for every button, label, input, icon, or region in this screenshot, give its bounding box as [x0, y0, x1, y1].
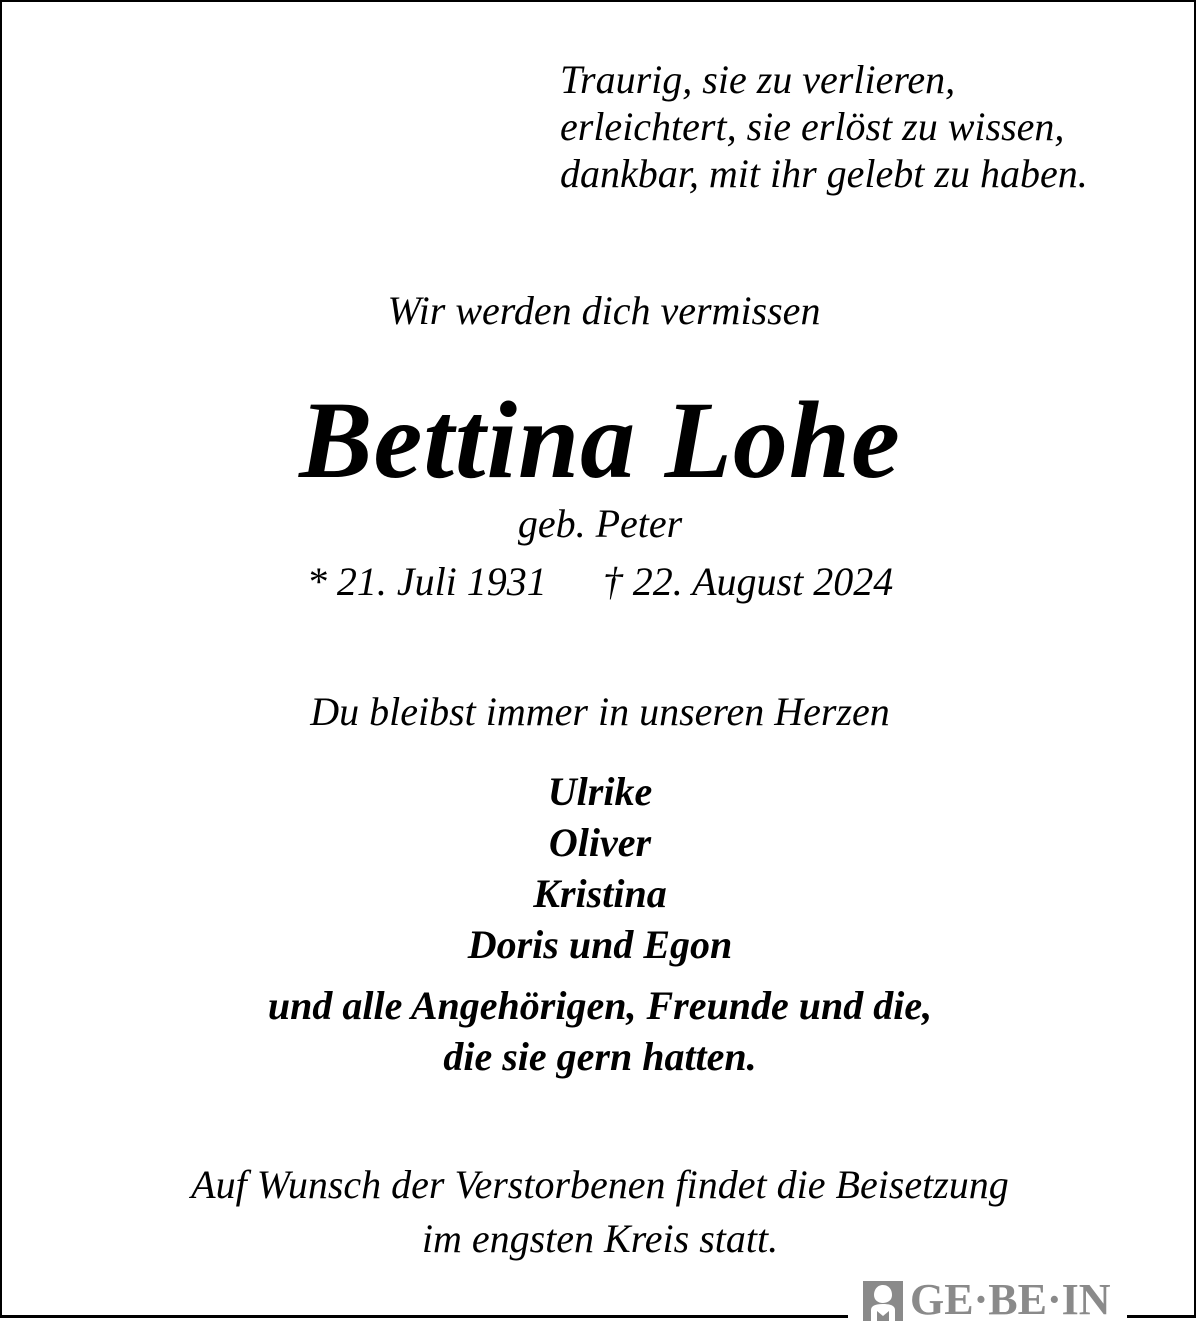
mourner-name: Doris und Egon: [467, 922, 733, 967]
other-mourners-line: und alle Angehörigen, Freunde und die,: [267, 983, 933, 1028]
intro-text: Wir werden dich vermissen: [387, 288, 821, 333]
mourner-name: Oliver: [548, 820, 652, 865]
gebein-logo-icon: [862, 1280, 904, 1322]
burial-notice-line: im engsten Kreis statt.: [421, 1216, 779, 1261]
deceased-name: Bettina Lohe: [299, 379, 901, 501]
poem-line: dankbar, mit ihr gelebt zu haben.: [560, 151, 1088, 196]
mourner-name: Kristina: [533, 871, 667, 916]
poem-line: erleichtert, sie erlöst zu wissen,: [560, 104, 1065, 149]
other-mourners: [0, 980, 1200, 1082]
farewell-text: Du bleibst immer in unseren Herzen: [310, 689, 890, 734]
gebein-logo-text: GE·BE·IN: [910, 1275, 1111, 1324]
poem: [560, 56, 1088, 197]
burial-notice-line: Auf Wunsch der Verstorbenen findet die Beisetzung: [191, 1162, 1009, 1207]
gebein-logo: [848, 1275, 1127, 1325]
other-mourners-line: die sie gern hatten.: [443, 1034, 757, 1079]
mourner-name: Ulrike: [547, 769, 653, 814]
poem-line: Traurig, sie zu verlieren,: [560, 57, 956, 102]
mourner-names: [0, 766, 1200, 970]
burial-notice: [0, 1158, 1200, 1266]
life-dates: [0, 557, 1200, 607]
death-date: † 22. August 2024: [602, 559, 894, 604]
birth-name: geb. Peter: [517, 501, 683, 546]
birth-date: * 21. Juli 1931: [306, 559, 547, 604]
